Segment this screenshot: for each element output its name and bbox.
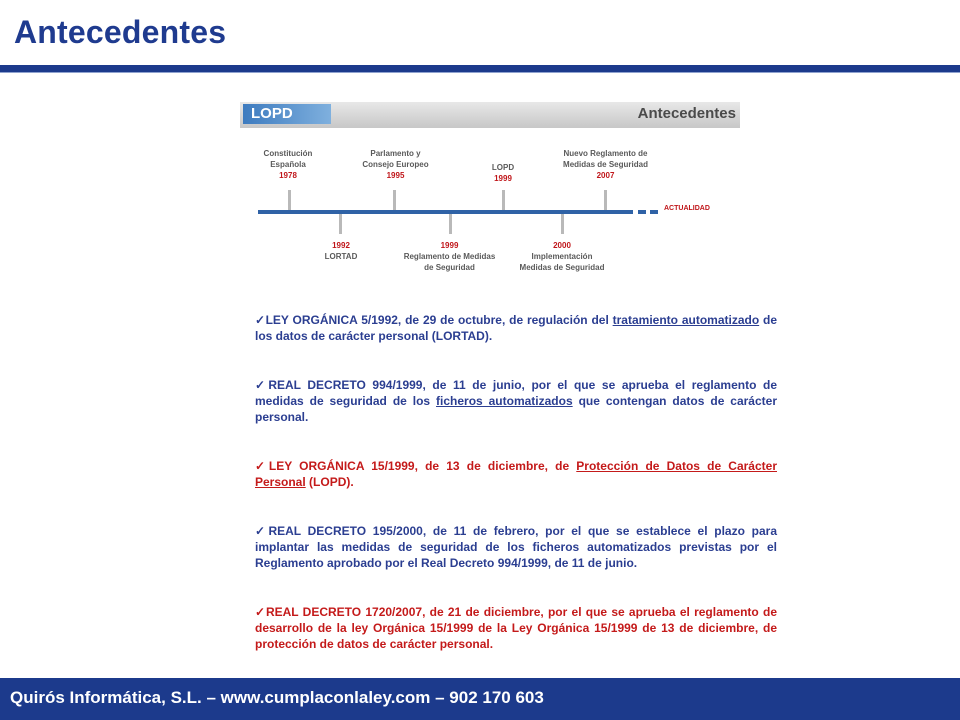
header-rule bbox=[0, 65, 960, 72]
event-line2: Española bbox=[270, 160, 306, 169]
timeline-header bbox=[240, 102, 740, 128]
event-line2: de Seguridad bbox=[424, 263, 475, 272]
law-item-rd195 bbox=[255, 523, 777, 571]
law-text-end: que contengan datos de carácter personal. bbox=[255, 394, 777, 424]
timeline-tick bbox=[502, 190, 505, 210]
event-line1: Nuevo Reglamento de bbox=[563, 149, 648, 158]
law-item-rd1720 bbox=[255, 604, 777, 652]
law-item-lopd bbox=[255, 458, 777, 490]
timeline-figure bbox=[240, 102, 740, 277]
check-icon: ✓ bbox=[255, 313, 266, 327]
event-year: 1995 bbox=[386, 171, 405, 180]
timeline-event-1978 bbox=[248, 148, 328, 181]
event-year: 1999 bbox=[494, 174, 512, 183]
event-line1: Reglamento de Medidas bbox=[403, 252, 496, 261]
law-text: REAL DECRETO 195/2000, de 11 de febrero, por el que se establece el plazo para implantar las medidas de seguridad de los ficheros automatizados previstas por el Reglamento aprobado por el Real Decreto 994/1999, de 11 de junio. bbox=[255, 524, 777, 570]
event-year: 2007 bbox=[596, 171, 615, 180]
timeline-event-1992 bbox=[312, 240, 370, 262]
law-item-rd994 bbox=[255, 377, 777, 425]
event-line1: Parlamento y bbox=[370, 149, 421, 158]
timeline-tick bbox=[288, 190, 291, 210]
event-line2: Medidas de Seguridad bbox=[519, 263, 605, 272]
law-text: REAL DECRETO 994/1999, de 11 de junio, por el que se aprueba el reglamento de medidas de seguridad de los bbox=[255, 378, 778, 408]
law-text: LEY ORGÁNICA 5/1992, de 29 de octubre, de regulación del bbox=[265, 313, 613, 327]
event-year: 1978 bbox=[279, 171, 297, 180]
footer-text: Quirós Informática, S.L. – www.cumplaconlaley.com – 902 170 603 bbox=[10, 688, 544, 707]
check-icon: ✓ bbox=[255, 524, 269, 538]
timeline-tick bbox=[561, 214, 564, 234]
timeline-event-1999-lopd bbox=[478, 162, 528, 184]
timeline-event-1995 bbox=[348, 148, 443, 181]
event-year: 1992 bbox=[332, 241, 350, 250]
event-line1: LOPD bbox=[491, 163, 515, 172]
law-link[interactable]: Protección de Datos de Carácter Personal bbox=[255, 459, 777, 489]
event-line1: Constitución bbox=[263, 149, 313, 158]
timeline-tick bbox=[339, 214, 342, 234]
timeline-dash bbox=[650, 210, 658, 214]
timeline-event-2000 bbox=[508, 240, 616, 273]
check-icon: ✓ bbox=[255, 459, 269, 473]
laws-list bbox=[255, 312, 777, 685]
event-line1: LORTAD bbox=[324, 252, 358, 261]
page-title: Antecedentes bbox=[14, 14, 227, 50]
law-link[interactable]: tratamiento automatizado bbox=[612, 313, 760, 327]
event-year: 1999 bbox=[440, 241, 459, 250]
timeline-event-1999-reglamento bbox=[392, 240, 507, 273]
timeline-end-label: ACTUALIDAD bbox=[664, 205, 710, 212]
timeline-tick bbox=[393, 190, 396, 210]
law-item-lortad bbox=[255, 312, 777, 344]
timeline-tick bbox=[604, 190, 607, 210]
law-text-end: (LOPD). bbox=[305, 475, 354, 489]
law-text-end: de los datos de carácter personal (LORTAD). bbox=[255, 313, 777, 343]
header-rule-thin bbox=[0, 72, 960, 73]
event-year: 2000 bbox=[553, 241, 571, 250]
timeline-header-title: Antecedentes bbox=[637, 105, 736, 122]
law-text: REAL DECRETO 1720/2007, de 21 de diciembre, por el que se aprueba el reglamento de desarrollo de la ley Orgánica 15/1999 de la Ley Orgánica 15/1999 de 13 de diciembre, de protección de datos de carácter personal. bbox=[255, 605, 777, 651]
event-line2: Medidas de Seguridad bbox=[563, 160, 648, 169]
law-text: LEY ORGÁNICA 15/1999, de 13 de diciembre, de bbox=[268, 459, 577, 473]
check-icon: ✓ bbox=[255, 378, 269, 392]
check-icon: ✓ bbox=[255, 605, 266, 619]
law-link[interactable]: ficheros automatizados bbox=[436, 394, 573, 408]
timeline-dash bbox=[638, 210, 646, 214]
timeline-header-lopd: LOPD bbox=[243, 104, 331, 124]
timeline-event-2007 bbox=[548, 148, 663, 181]
event-line1: Implementación bbox=[531, 252, 593, 261]
event-line2: Consejo Europeo bbox=[362, 160, 429, 169]
footer-bar bbox=[0, 678, 960, 720]
timeline-axis bbox=[258, 210, 633, 214]
timeline-tick bbox=[449, 214, 452, 234]
